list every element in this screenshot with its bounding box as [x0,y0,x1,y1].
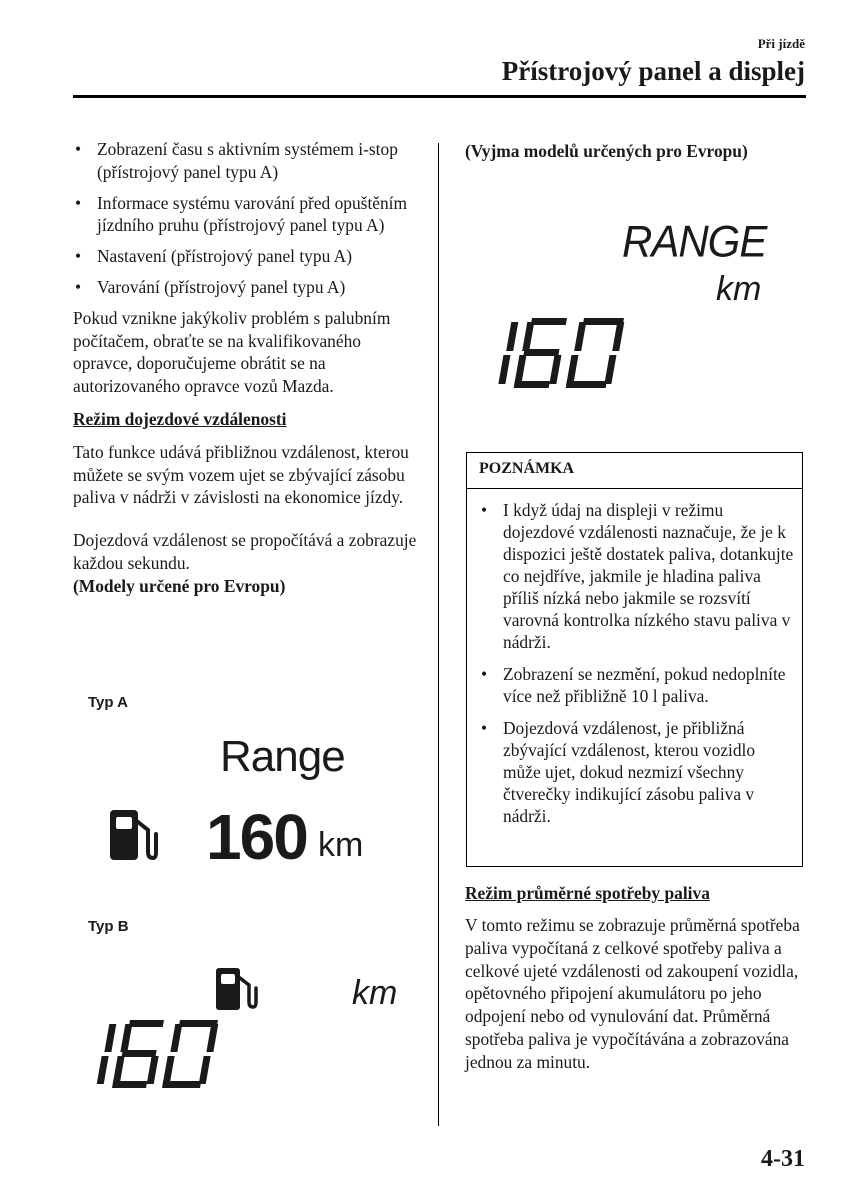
list-item: • I když údaj na displeji v režimu dojezdové vzdálenosti naznačuje, že je k dispozici ještě dostatek paliva, dotankujte co nejdříve, jakmile je hladina paliva příliš nízká nebo jakmile se rozsvítí varovná kontrolka nízkého stavu paliva v nádrži. [479,499,797,653]
column-divider [438,143,439,1126]
header-rule [73,95,806,98]
list-item: • Zobrazení se nezmění, pokud nedoplníte více než přibližně 10 l paliva. [479,663,797,707]
type-a-label: Typ A [88,694,128,711]
range-mode-description: Tato funkce udává přibližnou vzdálenost, kterou můžete se svým vozem ujet se zbývající zásobu paliva v nádrži v závislosti na ekonomice jízdy. [73,441,409,508]
type-b-seven-segment-value [96,1020,228,1088]
type-b-label: Typ B [88,918,129,935]
list-item: • Informace systému varování před opuštěním jízdního pruhu (přístrojový panel typu A) [73,192,418,238]
average-consumption-description: V tomto režimu se zobrazuje průměrná spotřeba paliva vypočítaná z celkové spotřeby paliva a celkové ujeté vzdálenosti od zakoupení vozidla, opětovného připojení akumulátoru po jeho odpojení nebo od vynulování dat. Průměrná spotřeba paliva je vypočítávána a zobrazována jednou za minutu. [465,915,800,1072]
europe-models-label: (Modely určené pro Evropu) [73,575,286,596]
note-body [479,499,797,835]
non-europe-unit: km [716,270,762,308]
list-item: • Zobrazení času s aktivním systémem i-stop (přístrojový panel typu A) [73,138,418,184]
non-europe-models-label: (Vyjma modelů určených pro Evropu) [465,141,748,161]
section-name: Při jízdě [757,36,805,51]
note-box [466,452,803,867]
average-consumption-heading: Režim průměrné spotřeby paliva [465,883,710,903]
page-title: Přístrojový panel a displej [501,56,805,86]
computer-problem-paragraph: Pokud vznikne jakýkoliv problém s palubním počítačem, obraťte se na kvalifikovaného opravce, doporučujeme obrátit se na autorizovaného opravce vozů Mazda. [73,307,391,397]
page-number: 4-31 [761,1146,805,1172]
left-column-top [73,138,418,598]
feature-list [73,138,418,299]
type-a-range-label: Range [220,732,345,781]
list-item: • Dojezdová vzdálenost, je přibližná zbývající vzdálenost, kterou vozidlo může ujet, dokud nezmizí všechny čtverečky indikující zásobu paliva v nádrži. [479,717,797,827]
type-b-unit: km [352,974,398,1012]
fuel-pump-icon [108,808,158,864]
non-europe-range-label: RANGE [622,216,767,267]
fuel-pump-icon [214,966,258,1012]
list-item: • Varování (přístrojový panel typu A) [73,276,418,299]
type-a-range-value: 160 [206,801,307,873]
type-a-unit: km [318,826,364,864]
range-update-paragraph: Dojezdová vzdálenost se propočítává a zobrazuje každou sekundu. [73,530,417,573]
range-mode-heading: Režim dojezdové vzdálenosti [73,408,287,429]
note-title: POZNÁMKA [467,453,802,489]
note-list [479,499,797,827]
list-item: • Nastavení (přístrojový panel typu A) [73,245,418,268]
non-europe-seven-segment-value [498,318,634,388]
